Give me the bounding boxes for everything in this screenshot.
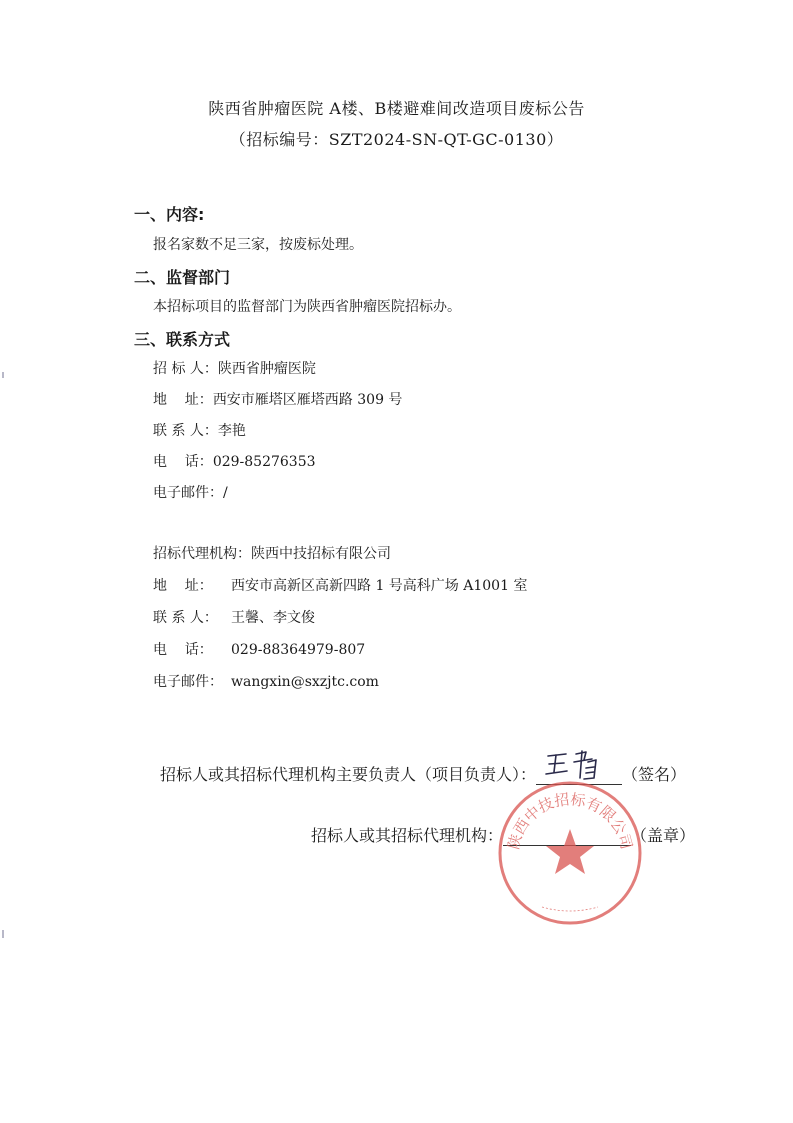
document-title: 陕西省肿瘤医院 A楼、B楼避难间改造项目废标公告: [208, 99, 585, 118]
tenderer-email-label: 电子邮件：: [153, 485, 223, 501]
section-supervision-text: 本招标项目的监督部门为陕西省肿瘤医院招标办。: [153, 299, 461, 315]
agency-address-row: [153, 575, 527, 595]
tenderer-contact: 李艳: [217, 423, 246, 439]
agency-email-row: [153, 671, 379, 691]
agency-contact: 王馨、李文俊: [231, 610, 315, 626]
tenderer-email: /: [223, 485, 228, 501]
agency-name-row: [153, 543, 391, 563]
seal-suffix: （盖章）: [631, 826, 696, 845]
scan-edge-mark: [2, 372, 4, 378]
tenderer-address: 西安市雁塔区雁塔西路 309 号: [212, 392, 403, 408]
tenderer-contact-label: 联 系 人：: [153, 423, 218, 439]
official-seal: [496, 779, 644, 927]
agency-phone-label: 电 话：: [153, 642, 213, 658]
agency-phone-row: [153, 639, 365, 659]
agency-name: 陕西中技招标有限公司: [251, 546, 391, 562]
tenderer-name-row: [153, 358, 316, 378]
agency-email: wangxin@sxzjtc.com: [231, 674, 379, 690]
scan-edge-mark: [2, 930, 4, 938]
tenderer-address-label: 地 址：: [153, 392, 213, 408]
tenderer-contact-row: [153, 420, 246, 440]
agency-phone: 029-88364979-807: [231, 642, 366, 658]
tenderer-phone-label: 电 话：: [153, 454, 213, 470]
sign-suffix: （签名）: [622, 765, 687, 784]
tenderer-phone: 029-85276353: [212, 454, 316, 470]
tenderer-phone-row: [153, 451, 316, 471]
tenderer-name-label: 招 标 人：: [153, 361, 218, 377]
section-supervision-heading: 二、监督部门: [134, 268, 231, 287]
tenderer-name: 陕西省肿瘤医院: [217, 361, 316, 377]
tender-number: （招标编号：SZT2024-SN-QT-GC-0130）: [229, 130, 564, 149]
seal-text: 陕西中技招标有限公司: [504, 790, 636, 852]
tenderer-address-row: [153, 389, 402, 409]
agency-email-label: 电子邮件：: [153, 674, 223, 690]
tenderer-email-row: [153, 482, 228, 502]
responsible-label: 招标人或其招标代理机构主要负责人（项目负责人）：: [160, 765, 537, 784]
agency-address-label: 地 址：: [153, 578, 213, 594]
section-content-heading: 一、内容:: [134, 205, 205, 224]
agency-name-label: 招标代理机构：: [153, 546, 251, 562]
section-content-text: 报名家数不足三家，按废标处理。: [153, 237, 363, 253]
org-label: 招标人或其招标代理机构：: [311, 826, 504, 845]
agency-contact-row: [153, 607, 315, 627]
seal-star-icon: [546, 829, 594, 874]
agency-contact-label: 联 系 人：: [153, 610, 218, 626]
section-contact-heading: 三、联系方式: [134, 330, 231, 349]
agency-address: 西安市高新区高新四路 1 号高科广场 A1001 室: [231, 578, 528, 594]
